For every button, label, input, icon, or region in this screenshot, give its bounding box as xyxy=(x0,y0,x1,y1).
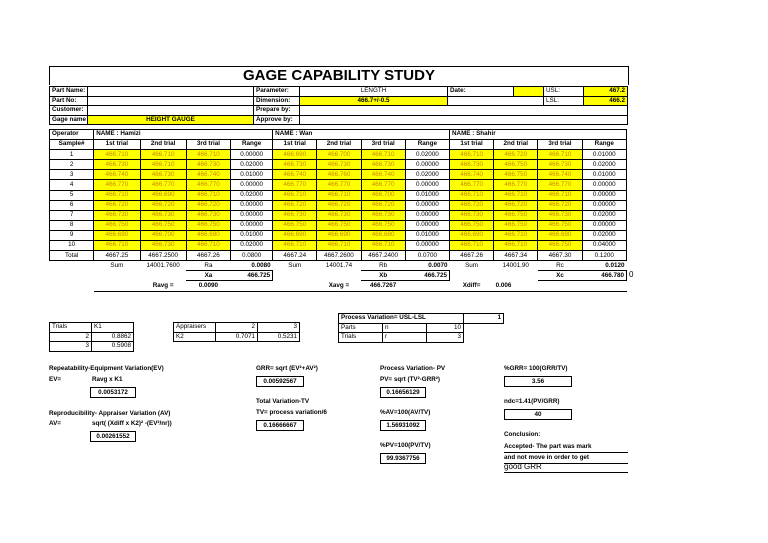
prepare-field[interactable] xyxy=(300,106,628,116)
parts-value[interactable]: 10 xyxy=(427,323,464,333)
gage-name-label: Gage name xyxy=(50,115,88,125)
range-cell: 0.02000 xyxy=(582,230,626,240)
trial-cell[interactable]: 466.750 xyxy=(186,220,230,230)
trial-cell[interactable]: 466.720 xyxy=(94,200,140,210)
xc-value: 466.780 0 xyxy=(582,271,626,281)
trial-cell[interactable]: 466.710 xyxy=(317,241,361,251)
trial-cell[interactable]: 466.770 xyxy=(186,180,230,190)
sample-number: 4 xyxy=(50,180,94,190)
trial-cell[interactable]: 466.710 xyxy=(140,150,186,160)
trial-cell[interactable]: 466.730 xyxy=(140,210,186,220)
blank-cell xyxy=(50,261,94,271)
grr-title: GRR= sqrt (EV²+AV²) xyxy=(256,365,318,372)
trial-cell[interactable]: 466.730 xyxy=(94,210,140,220)
trial-cell[interactable]: 466.710 xyxy=(361,241,405,251)
trial-cell[interactable]: 466.700 xyxy=(317,150,361,160)
range-cell: 0.00000 xyxy=(582,200,626,210)
av-label: AV= xyxy=(49,420,61,427)
av-formula: sqrt( (Xdiff x K2)² -(EV²/nr)) xyxy=(92,420,172,427)
k1-table xyxy=(49,322,134,352)
trial-header: 1st trial xyxy=(94,140,140,150)
trial-cell[interactable]: 466.740 xyxy=(94,170,140,180)
blank-cell xyxy=(494,271,538,281)
trial-cell[interactable]: 466.710 xyxy=(94,190,140,200)
total-cell: 4667.2600 xyxy=(317,251,361,261)
xdiff-value: 0.006 xyxy=(494,281,538,291)
trial-cell[interactable]: 466.730 xyxy=(140,170,186,180)
table-row xyxy=(50,241,627,251)
range-cell: 0.02000 xyxy=(231,190,273,200)
trial-cell[interactable]: 466.740 xyxy=(361,170,405,180)
blank-cell xyxy=(273,281,317,291)
trial-cell[interactable]: 466.710 xyxy=(361,150,405,160)
trial-cell[interactable]: 466.770 xyxy=(317,180,361,190)
customer-field[interactable] xyxy=(88,106,254,116)
total-cell: 4667.34 xyxy=(494,251,538,261)
table-row xyxy=(50,150,627,160)
trial-cell[interactable]: 466.710 xyxy=(449,241,493,251)
table-row xyxy=(50,190,627,200)
range-cell: 0.00000 xyxy=(231,150,273,160)
trial-cell[interactable]: 466.690 xyxy=(140,190,186,200)
range-cell: 0.01000 xyxy=(405,230,449,240)
trial-cell[interactable]: 466.720 xyxy=(186,200,230,210)
k2-table xyxy=(173,322,300,342)
xc-extra: 0 xyxy=(629,270,634,280)
ev-title: Repeatability-Equipment Variation(EV) xyxy=(49,365,164,372)
trial-cell[interactable]: 466.750 xyxy=(538,241,582,251)
trial-cell[interactable]: 466.730 xyxy=(186,210,230,220)
trial-cell[interactable]: 466.730 xyxy=(361,210,405,220)
approve-field[interactable] xyxy=(300,115,628,125)
range-cell: 0.00000 xyxy=(231,210,273,220)
trial-cell[interactable]: 466.710 xyxy=(494,241,538,251)
range-cell: 0.00000 xyxy=(405,210,449,220)
trial-cell[interactable]: 466.730 xyxy=(538,160,582,170)
trial-cell[interactable]: 466.750 xyxy=(538,220,582,230)
trial-cell[interactable]: 466.720 xyxy=(538,200,582,210)
k1-trials-label: Trials xyxy=(50,323,92,333)
ppv-value[interactable]: 99.9367756 xyxy=(380,453,426,464)
av-value[interactable]: 0.00261552 xyxy=(90,431,136,442)
operator-a: NAME : Hamizi xyxy=(94,130,273,140)
table-row xyxy=(50,230,627,240)
xb-label: Xb xyxy=(361,271,405,281)
pgrr-value[interactable]: 3.56 xyxy=(504,376,572,387)
appraisers-label: Appraisers xyxy=(174,323,216,333)
range-cell: 0.01000 xyxy=(582,150,626,160)
sum-value-c: 14001.90 xyxy=(502,261,529,269)
ndc-value[interactable]: 40 xyxy=(504,409,572,420)
ppv-title: %PV=100(PV/TV) xyxy=(380,442,431,449)
appraisers-count: 2 xyxy=(216,323,258,333)
conclusion-line2: and not move in order to get xyxy=(504,454,590,461)
ra-value: 0.0080 xyxy=(251,261,271,269)
conclusion-underline xyxy=(504,472,628,473)
trial-cell[interactable]: 466.750 xyxy=(494,210,538,220)
trial-cell[interactable]: 466.690 xyxy=(538,230,582,240)
prepare-label: Prepare by: xyxy=(254,106,300,116)
trial-cell[interactable]: 466.770 xyxy=(140,180,186,190)
parameter-label: Parameter: xyxy=(254,87,300,97)
conclusion-line3: good GRR xyxy=(504,462,542,471)
process-variation-value[interactable]: 1 xyxy=(464,314,504,324)
range-cell: 0.00000 xyxy=(582,180,626,190)
total-cell: 4667.24 xyxy=(273,251,317,261)
trial-cell[interactable]: 466.770 xyxy=(449,180,493,190)
part-no-label: Part No: xyxy=(50,96,88,106)
grr-value[interactable]: 0.00592567 xyxy=(256,376,304,387)
trial-cell[interactable]: 466.730 xyxy=(538,210,582,220)
blank-cell xyxy=(94,271,140,281)
range-cell: 0.00000 xyxy=(405,160,449,170)
gage-name-value[interactable]: HEIGHT GAUGE xyxy=(88,115,254,125)
trial-cell[interactable]: 466.690 xyxy=(94,230,140,240)
sample-number: 6 xyxy=(50,200,94,210)
pv-value[interactable]: 0.16656129 xyxy=(380,387,426,398)
pgrr-title: %GRR= 100(GRR/TV) xyxy=(504,365,568,372)
header-info-table xyxy=(49,86,628,125)
range-header: Range xyxy=(405,140,449,150)
customer-label: Customer: xyxy=(50,106,88,116)
trial-cell[interactable]: 466.750 xyxy=(94,220,140,230)
trial-cell[interactable]: 466.750 xyxy=(494,170,538,180)
trial-cell[interactable]: 466.730 xyxy=(361,160,405,170)
trial-header: 2nd trial xyxy=(140,140,186,150)
range-cell: 0.01000 xyxy=(405,190,449,200)
trial-cell[interactable]: 466.720 xyxy=(449,200,493,210)
parts-label: Parts xyxy=(339,323,383,333)
av-title: Reproducibility- Appraiser Variation (AV) xyxy=(49,410,171,417)
date-field-spacer xyxy=(474,87,514,97)
operator-label: Operator xyxy=(50,130,94,140)
trial-cell[interactable]: 466.720 xyxy=(140,200,186,210)
total-row xyxy=(50,251,627,261)
dimension-label: Dimension: xyxy=(254,96,300,106)
approve-label: Approve by: xyxy=(254,115,300,125)
k1-trials: 2 xyxy=(50,332,92,342)
range-cell: 0.00000 xyxy=(405,180,449,190)
range-cell: 0.00000 xyxy=(405,220,449,230)
total-cell: 4667.26 xyxy=(186,251,230,261)
k2-value: 0.5231 xyxy=(258,332,300,342)
lsl-value[interactable]: 466.2 xyxy=(584,96,628,106)
blank-cell xyxy=(538,281,582,291)
trial-cell[interactable]: 466.690 xyxy=(186,230,230,240)
sample-number: 7 xyxy=(50,210,94,220)
sum-label: Sum xyxy=(465,261,479,269)
trial-cell[interactable]: 466.690 xyxy=(317,230,361,240)
xavg-label: Xavg = xyxy=(317,281,361,291)
rb-label: Rb xyxy=(379,261,388,269)
trial-cell[interactable]: 466.770 xyxy=(538,180,582,190)
range-cell: 0.02000 xyxy=(231,160,273,170)
k2-label: K2 xyxy=(174,332,216,342)
trial-cell[interactable]: 466.740 xyxy=(449,170,493,180)
k1-trials: 3 xyxy=(50,342,92,352)
trial-cell[interactable]: 466.730 xyxy=(449,210,493,220)
pv-title: Process Variation- PV xyxy=(380,365,446,372)
trial-cell[interactable]: 466.710 xyxy=(538,190,582,200)
trial-cell[interactable]: 466.710 xyxy=(449,150,493,160)
parts-symbol: n xyxy=(383,323,427,333)
measurement-table xyxy=(49,129,634,292)
trial-cell[interactable]: 466.680 xyxy=(361,230,405,240)
trial-cell[interactable]: 466.730 xyxy=(186,160,230,170)
total-cell: 4667.30 xyxy=(538,251,582,261)
trial-cell[interactable]: 466.710 xyxy=(94,150,140,160)
k1-value: 0.8862 xyxy=(92,332,134,342)
pav-value[interactable]: 1.56931092 xyxy=(380,420,426,431)
trial-cell[interactable]: 466.740 xyxy=(538,170,582,180)
trial-header: 2nd trial xyxy=(317,140,361,150)
sum-value-b: 14001.74 xyxy=(325,261,353,269)
trial-cell[interactable]: 466.770 xyxy=(94,180,140,190)
appraisers-count: 3 xyxy=(258,323,300,333)
tv-title: Total Variation-TV xyxy=(256,398,310,405)
range-cell: 0.00000 xyxy=(231,200,273,210)
tv-value[interactable]: 0.16666667 xyxy=(256,420,304,431)
trial-cell[interactable]: 466.730 xyxy=(94,160,140,170)
trial-cell[interactable]: 466.720 xyxy=(494,150,538,160)
xdiff-label: Xdiff= xyxy=(449,281,493,291)
trial-cell[interactable]: 466.710 xyxy=(186,241,230,251)
xa-value: 466.725 xyxy=(231,271,273,281)
x-row xyxy=(50,271,627,281)
blank-cell xyxy=(317,271,361,281)
tv-formula: TV= process variation/6 xyxy=(256,409,327,416)
trial-cell[interactable]: 466.690 xyxy=(449,230,493,240)
table-row xyxy=(50,200,627,210)
conclusion-line1: Accepted- The part was mark xyxy=(504,443,592,450)
sample-number: 9 xyxy=(50,230,94,240)
trial-cell[interactable]: 466.710 xyxy=(538,150,582,160)
trial-cell[interactable]: 466.720 xyxy=(361,200,405,210)
conclusion-underline xyxy=(504,452,628,453)
trial-cell[interactable]: 466.760 xyxy=(317,170,361,180)
trial-cell[interactable]: 466.730 xyxy=(317,160,361,170)
trial-cell[interactable]: 466.710 xyxy=(186,190,230,200)
range-cell: 0.01000 xyxy=(582,170,626,180)
pav-title: %AV=100(AV/TV) xyxy=(380,409,431,416)
k2-value: 0.7071 xyxy=(216,332,258,342)
part-no-field[interactable] xyxy=(88,96,254,106)
range-cell: 0.02000 xyxy=(582,160,626,170)
range-header: Range xyxy=(582,140,626,150)
sum-label: Sum xyxy=(110,261,124,269)
range-cell: 0.01000 xyxy=(231,170,273,180)
trial-cell[interactable]: 466.710 xyxy=(186,150,230,160)
trial-cell[interactable]: 466.690 xyxy=(273,230,317,240)
trial-header: 1st trial xyxy=(449,140,493,150)
trial-cell[interactable]: 466.750 xyxy=(361,220,405,230)
trial-cell[interactable]: 466.770 xyxy=(494,180,538,190)
sample-number: 8 xyxy=(50,220,94,230)
ra-label: Ra xyxy=(204,261,213,269)
sample-number: 2 xyxy=(50,160,94,170)
range-cell: 0.02000 xyxy=(405,150,449,160)
trial-header: 3rd trial xyxy=(361,140,405,150)
trial-cell[interactable]: 466.710 xyxy=(449,190,493,200)
sum-row xyxy=(50,261,627,271)
blank-cell xyxy=(231,281,273,291)
part-name-field[interactable] xyxy=(88,87,254,97)
blank-cell xyxy=(448,96,544,106)
date-field[interactable] xyxy=(514,87,544,97)
total-cell: 4667.26 xyxy=(449,251,493,261)
blank-cell xyxy=(405,281,449,291)
trial-cell[interactable]: 466.710 xyxy=(317,190,361,200)
trial-cell[interactable]: 466.720 xyxy=(273,200,317,210)
trial-header: 1st trial xyxy=(273,140,317,150)
lsl-label: LSL: xyxy=(544,96,584,106)
trial-cell[interactable]: 466.750 xyxy=(494,160,538,170)
trial-cell[interactable]: 466.770 xyxy=(273,180,317,190)
range-cell: 0.02000 xyxy=(582,210,626,220)
trials-value[interactable]: 3 xyxy=(427,333,464,343)
trial-cell[interactable]: 466.710 xyxy=(273,241,317,251)
ev-label: EV= xyxy=(49,376,62,383)
blank-cell xyxy=(273,271,317,281)
trial-cell[interactable]: 466.710 xyxy=(94,241,140,251)
ravg-label: Ravg = xyxy=(140,281,186,291)
rb-value: 0.0070 xyxy=(428,261,448,269)
table-row xyxy=(50,170,627,180)
usl-label: USL: xyxy=(544,87,584,97)
ev-formula: Ravg x K1 xyxy=(92,376,123,383)
blank-cell xyxy=(94,281,140,291)
trial-cell[interactable]: 466.750 xyxy=(449,220,493,230)
range-cell: 0.00000 xyxy=(231,180,273,190)
dimension-value[interactable]: 466.7+/-0.5 xyxy=(300,96,448,106)
operator-c: NAME : Shahir xyxy=(449,130,626,140)
range-cell: 0.02000 xyxy=(231,241,273,251)
range-cell: 0.00000 xyxy=(582,220,626,230)
table-row xyxy=(50,210,627,220)
range-cell: 0.00000 xyxy=(231,220,273,230)
pv-formula: PV= sqrt (TV²-GRR²) xyxy=(380,376,440,383)
average-row xyxy=(50,281,627,291)
blank-cell xyxy=(140,271,186,281)
process-variation-table xyxy=(338,313,504,343)
total-label: Total xyxy=(50,251,94,261)
rc-label: Rc xyxy=(556,261,564,269)
blank-cell xyxy=(50,281,94,291)
trial-cell[interactable]: 466.750 xyxy=(317,220,361,230)
ndc-title: ndc=1.41(PV/GRR) xyxy=(504,398,560,405)
trial-cell[interactable]: 466.710 xyxy=(494,230,538,240)
part-name-label: Part Name: xyxy=(50,87,88,97)
trial-cell[interactable]: 466.750 xyxy=(494,220,538,230)
sum-label: Sum xyxy=(288,261,302,269)
xc-label: Xc xyxy=(538,271,582,281)
total-cell: 4667.2400 xyxy=(361,251,405,261)
conclusion-label: Conclusion: xyxy=(504,431,541,438)
range-cell: 0.01000 xyxy=(231,230,273,240)
k1-label: K1 xyxy=(92,323,134,333)
sample-number: 1 xyxy=(50,150,94,160)
trial-cell[interactable]: 466.700 xyxy=(361,190,405,200)
sample-number: 10 xyxy=(50,241,94,251)
trial-cell[interactable]: 466.710 xyxy=(273,190,317,200)
sample-number: 5 xyxy=(50,190,94,200)
range-header: Range xyxy=(231,140,273,150)
table-row xyxy=(50,180,627,190)
trial-cell[interactable]: 466.740 xyxy=(186,170,230,180)
trial-cell[interactable]: 466.730 xyxy=(273,210,317,220)
rc-value: 0.0120 xyxy=(605,261,625,269)
range-cell: 0.04000 xyxy=(582,241,626,251)
xavg-value: 466.7267 xyxy=(361,281,405,291)
range-cell: 0.00000 xyxy=(582,190,626,200)
process-variation-label: Process Variation= USL-LSL xyxy=(339,314,464,324)
trial-cell[interactable]: 466.750 xyxy=(140,220,186,230)
blank-cell xyxy=(50,271,94,281)
sample-number: 3 xyxy=(50,170,94,180)
range-cell: 0.00000 xyxy=(405,200,449,210)
sum-value-a: 14001.7600 xyxy=(146,261,180,269)
trial-header: 3rd trial xyxy=(186,140,230,150)
total-cell: 4667.25 xyxy=(94,251,140,261)
trials-label: Trials xyxy=(339,333,383,343)
operator-b: NAME : Wan xyxy=(273,130,450,140)
trial-cell[interactable]: 466.720 xyxy=(494,200,538,210)
total-cell: 4667.2500 xyxy=(140,251,186,261)
total-cell: 0.1200 xyxy=(582,251,626,261)
trial-cell[interactable]: 466.700 xyxy=(140,230,186,240)
trial-cell[interactable]: 466.740 xyxy=(273,170,317,180)
total-cell: 0.0700 xyxy=(405,251,449,261)
trial-cell[interactable]: 466.750 xyxy=(273,220,317,230)
range-cell: 0.02000 xyxy=(405,170,449,180)
trial-cell[interactable]: 466.710 xyxy=(494,190,538,200)
table-row xyxy=(50,220,627,230)
page-title: GAGE CAPABILITY STUDY xyxy=(49,66,629,85)
trial-header: 2nd trial xyxy=(494,140,538,150)
xa-label: Xa xyxy=(186,271,230,281)
trial-cell[interactable]: 466.720 xyxy=(317,200,361,210)
trial-cell[interactable]: 466.770 xyxy=(361,180,405,190)
trial-cell[interactable]: 466.690 xyxy=(273,150,317,160)
trial-cell[interactable]: 466.730 xyxy=(449,160,493,170)
xb-value: 466.725 xyxy=(405,271,449,281)
usl-value[interactable]: 467.2 xyxy=(584,87,628,97)
range-cell: 0.00000 xyxy=(405,241,449,251)
ev-value[interactable]: 0.0053172 xyxy=(90,387,136,398)
blank-cell xyxy=(582,281,626,291)
sample-label: Sample# xyxy=(50,140,94,150)
trial-cell[interactable]: 466.730 xyxy=(317,210,361,220)
trial-cell[interactable]: 466.710 xyxy=(140,160,186,170)
trial-cell[interactable]: 466.730 xyxy=(273,160,317,170)
trials-symbol: r xyxy=(383,333,427,343)
date-label: Date: xyxy=(448,87,474,97)
k1-value: 0.5908 xyxy=(92,342,134,352)
ravg-value: 0.0090 xyxy=(186,281,230,291)
blank-cell xyxy=(449,271,493,281)
trial-header: 3rd trial xyxy=(538,140,582,150)
table-row xyxy=(50,160,627,170)
parameter-value[interactable]: LENGTH xyxy=(300,87,448,97)
trial-cell[interactable]: 466.730 xyxy=(140,241,186,251)
total-cell: 0.0800 xyxy=(231,251,273,261)
